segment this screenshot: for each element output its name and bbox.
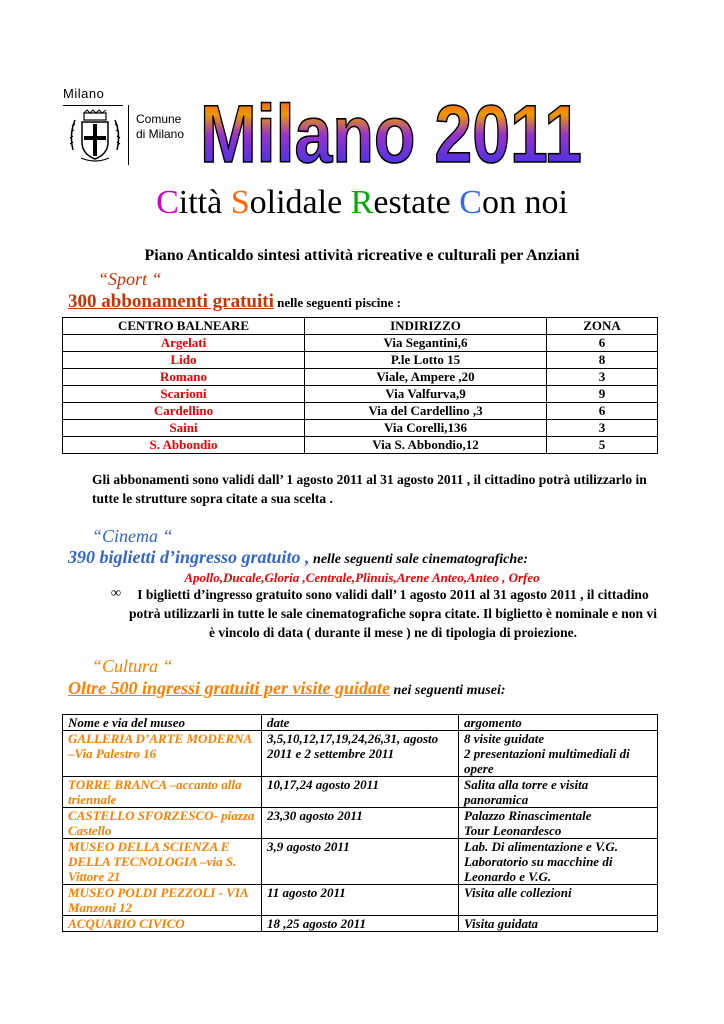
museum-header-row xyxy=(63,715,658,731)
motto-initial-c: C xyxy=(156,184,179,221)
pool-table xyxy=(62,317,658,454)
cultura-heading: “Cultura “ xyxy=(92,656,173,676)
museum-row xyxy=(63,885,658,916)
col-centro: CENTRO BALNEARE xyxy=(63,318,305,335)
museum-name: MUSEO POLDI PEZZOLI - VIA Manzoni 12 xyxy=(63,885,262,916)
pool-row xyxy=(63,403,658,420)
cinema-heading: “Cinema “ xyxy=(92,526,173,546)
cinema-note: I biglietti d’ingresso gratuito sono validi dall’ 1 agosto 2011 al 31 agosto 2011 , il cittadino potrà utilizzarli in tutte le sale cinematografiche sopra citate. Il biglietto è nominale e non vi è vincolo di data ( durante il mese ) ne di tipologia di proiezione. xyxy=(129,587,657,640)
museum-name: ACQUARIO CIVICO xyxy=(63,916,262,932)
logo-divider xyxy=(128,105,129,165)
cinema-list: Apollo,Ducale,Gloria ,Centrale,Plinuis,Arene Anteo,Anteo , Orfeo xyxy=(184,570,540,585)
logo-city: Milano xyxy=(63,86,105,101)
museum-topic: Lab. Di alimentazione e V.G. Laboratorio su macchine di Leonardo e V.G. xyxy=(459,839,658,885)
museum-dates: 23,30 agosto 2011 xyxy=(262,808,459,839)
museum-row xyxy=(63,839,658,885)
infinity-bullet-icon: ∞ xyxy=(111,586,121,601)
pool-row xyxy=(63,420,658,437)
pool-centro: Argelati xyxy=(63,335,305,352)
cultura-offer xyxy=(68,678,506,699)
pool-row xyxy=(63,335,658,352)
pool-row xyxy=(63,369,658,386)
pool-centro: S. Abbondio xyxy=(63,437,305,454)
intro-heading: Piano Anticaldo sintesi attività ricreative e culturali per Anziani xyxy=(144,247,580,264)
col-museo: Nome e via del museo xyxy=(63,715,262,731)
museum-dates: 18 ,25 agosto 2011 xyxy=(262,916,459,932)
pool-centro: Scarioni xyxy=(63,386,305,403)
motto-initial-s: S xyxy=(230,184,250,221)
museum-name: GALLERIA D’ARTE MODERNA –Via Palestro 16 xyxy=(63,731,262,777)
museum-topic: Palazzo Rinascimentale Tour Leonardesco xyxy=(459,808,658,839)
museum-table xyxy=(62,714,658,932)
pool-zona: 5 xyxy=(547,437,658,454)
col-argomento: argomento xyxy=(459,715,658,731)
museum-row xyxy=(63,808,658,839)
sport-offer-text: 300 abbonamenti gratuiti xyxy=(68,291,274,312)
museum-name: TORRE BRANCA –accanto alla triennale xyxy=(63,777,262,808)
pool-centro: Lido xyxy=(63,352,305,369)
col-date: date xyxy=(262,715,459,731)
museum-name: MUSEO DELLA SCIENZA E DELLA TECNOLOGIA –via S. Vittore 21 xyxy=(63,839,262,885)
pool-zona: 9 xyxy=(547,386,658,403)
big-title-text: Milano 2011 xyxy=(200,89,582,180)
museum-name: CASTELLO SFORZESCO- piazza Castello xyxy=(63,808,262,839)
sport-offer-suffix: nelle seguenti piscine : xyxy=(273,295,401,310)
pool-centro: Romano xyxy=(63,369,305,386)
motto-word: olidale xyxy=(249,184,351,221)
museum-dates: 11 agosto 2011 xyxy=(262,885,459,916)
museum-topic: 8 visite guidate 2 presentazioni multimediali di opere xyxy=(459,731,658,777)
pool-indirizzo: Via Segantini,6 xyxy=(305,335,547,352)
pool-centro: Cardellino xyxy=(63,403,305,420)
motto-word: estate xyxy=(373,184,460,221)
sport-note: Gli abbonamenti sono validi dall’ 1 agosto 2011 al 31 agosto 2011 , il cittadino potrà utilizzarlo in tutte le strutture sopra citate a sua scelta . xyxy=(92,472,647,506)
pool-zona: 8 xyxy=(547,352,658,369)
cultura-offer-text: Oltre 500 ingressi gratuiti per visite guidate xyxy=(68,678,391,698)
motto-initial-r: R xyxy=(350,184,374,221)
pool-indirizzo: Via del Cardellino ,3 xyxy=(305,403,547,420)
pool-indirizzo: P.le Lotto 15 xyxy=(305,352,547,369)
logo-rule xyxy=(63,105,123,106)
cinema-offer-suffix: nelle seguenti sale cinematografiche: xyxy=(309,552,529,567)
crest-icon xyxy=(67,110,123,164)
museum-row xyxy=(63,916,658,932)
logo-comune: Comune xyxy=(136,112,182,126)
museum-topic: Visita guidata xyxy=(459,916,658,932)
pool-zona: 6 xyxy=(547,335,658,352)
sport-offer xyxy=(68,291,401,313)
museum-dates: 3,5,10,12,17,19,24,26,31, agosto 2011 e 2 settembre 2011 xyxy=(262,731,459,777)
pool-row xyxy=(63,352,658,369)
motto-initial-c2: C xyxy=(459,184,482,221)
col-zona: ZONA xyxy=(547,318,658,335)
museum-topic: Salita alla torre e visita panoramica xyxy=(459,777,658,808)
pool-indirizzo: Via Corelli,136 xyxy=(305,420,547,437)
museum-dates: 3,9 agosto 2011 xyxy=(262,839,459,885)
museum-topic: Visita alle collezioni xyxy=(459,885,658,916)
pool-row xyxy=(63,386,658,403)
motto-word: ittà xyxy=(178,184,231,221)
motto-word: on noi xyxy=(481,184,568,221)
pool-zona: 3 xyxy=(547,420,658,437)
sport-heading: “Sport “ xyxy=(98,269,162,289)
pool-centro: Saini xyxy=(63,420,305,437)
col-indirizzo: INDIRIZZO xyxy=(305,318,547,335)
pool-indirizzo: Via Valfurva,9 xyxy=(305,386,547,403)
pool-indirizzo: Via S. Abbondio,12 xyxy=(305,437,547,454)
pool-zona: 6 xyxy=(547,403,658,420)
cinema-offer-text: 390 biglietti d’ingresso gratuito , xyxy=(68,547,310,567)
title-milano-2011 xyxy=(196,89,586,180)
pool-zona: 3 xyxy=(547,369,658,386)
cinema-offer xyxy=(68,547,528,568)
comune-logo xyxy=(63,86,201,170)
museum-row xyxy=(63,731,658,777)
pool-row xyxy=(63,437,658,454)
museum-dates: 10,17,24 agosto 2011 xyxy=(262,777,459,808)
pool-header-row xyxy=(63,318,658,335)
cultura-offer-suffix: nei seguenti musei: xyxy=(390,683,506,698)
museum-row xyxy=(63,777,658,808)
pool-indirizzo: Viale, Ampere ,20 xyxy=(305,369,547,386)
logo-di-milano: di Milano xyxy=(136,127,185,141)
motto xyxy=(0,183,724,223)
